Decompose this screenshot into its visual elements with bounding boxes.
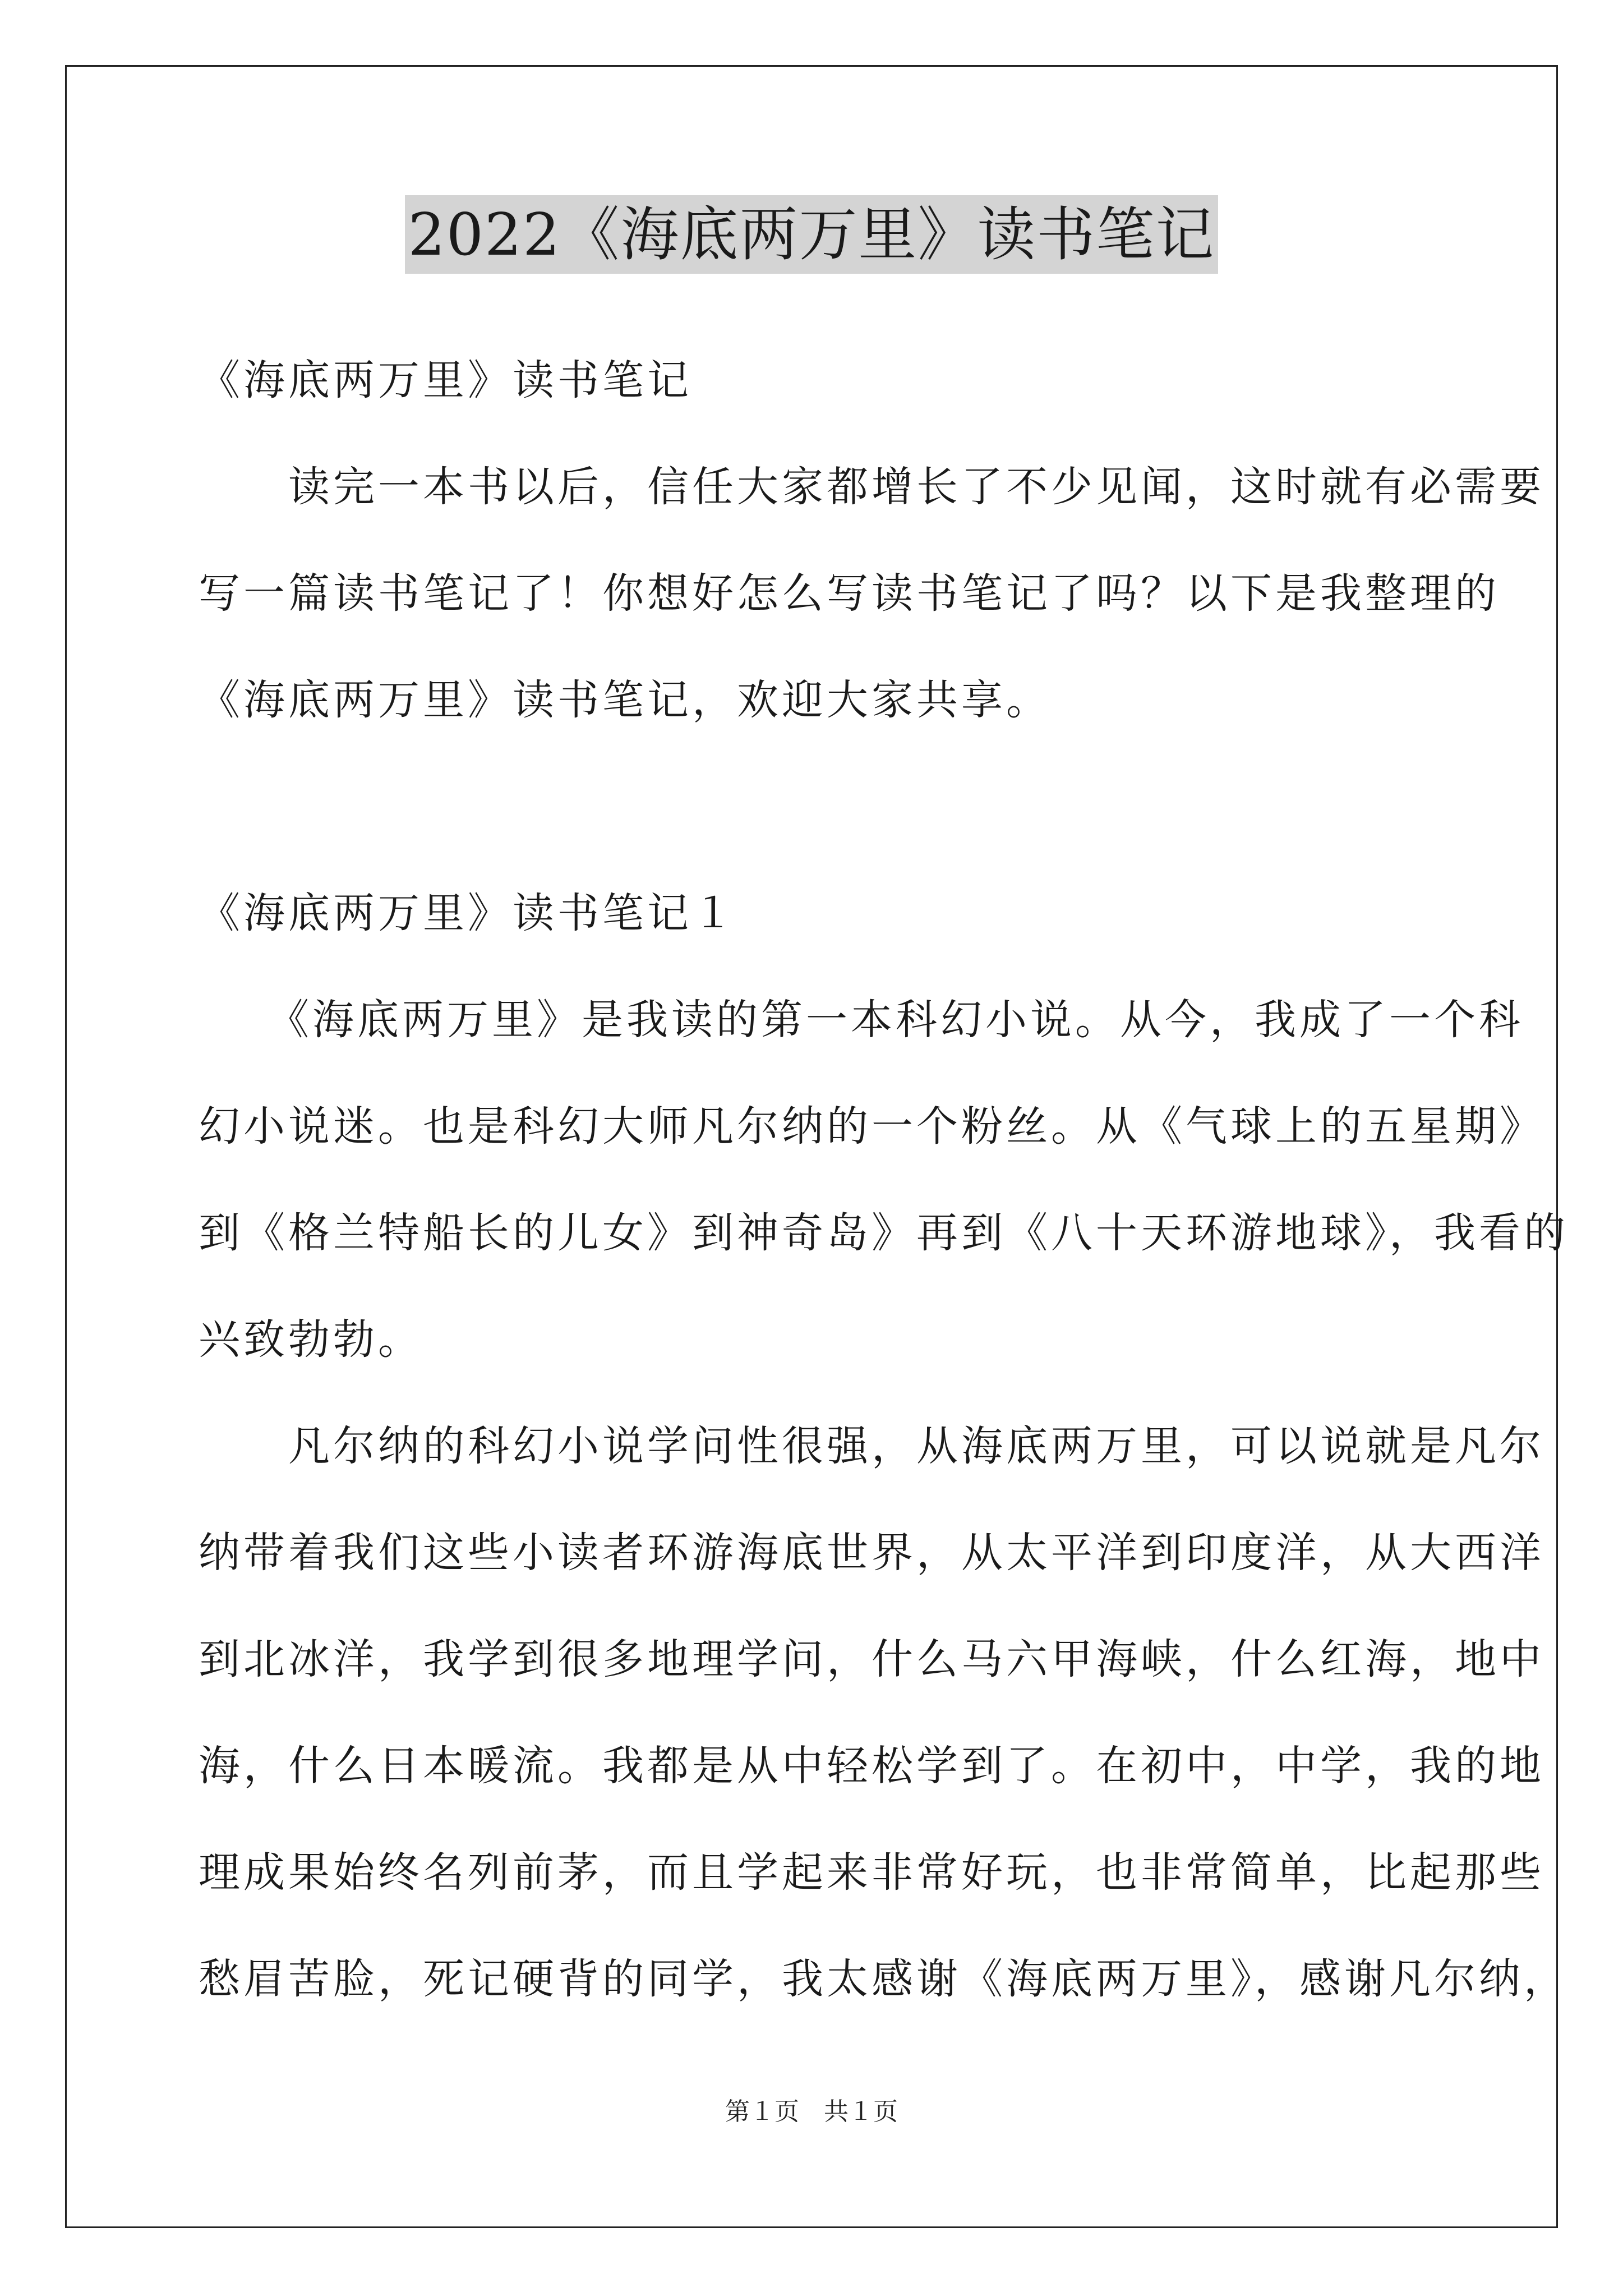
text-line: 幻小说迷。也是科幻大师凡尔纳的一个粉丝。从《气球上的五星期》	[199, 1102, 1544, 1151]
text-line: 兴致勃勃。	[199, 1315, 423, 1364]
text-line: 到北冰洋，我学到很多地理学问，什么马六甲海峡，什么红海，地中	[199, 1635, 1544, 1683]
text-line: 纳带着我们这些小读者环游海底世界，从太平洋到印度洋，从大西洋	[199, 1529, 1544, 1577]
text-line: 《海底两万里》是我读的第一本科幻小说。从今，我成了一个科	[199, 996, 1524, 1044]
text-line: 到《格兰特船长的儿女》到神奇岛》再到《八十天环游地球》，我看的	[199, 1209, 1569, 1257]
text-line: 读完一本书以后，信任大家都增长了不少见闻，这时就有必需要	[199, 463, 1544, 511]
text-line: 《海底两万里》读书笔记，欢迎大家共享。	[199, 676, 1051, 724]
subtitle-line: 《海底两万里》读书笔记	[199, 356, 692, 404]
section-heading: 《海底两万里》读书笔记１	[199, 889, 737, 937]
text-line: 凡尔纳的科幻小说学问性很强，从海底两万里，可以说就是凡尔	[199, 1422, 1544, 1470]
text-line: 理成果始终名列前茅，而且学起来非常好玩，也非常简单，比起那些	[199, 1848, 1544, 1897]
text-line: 愁眉苦脸，死记硬背的同学，我太感谢《海底两万里》，感谢凡尔纳，	[199, 1955, 1569, 2003]
page-footer: 第１页 共１页	[725, 2097, 898, 2126]
document-title: 2022《海底两万里》读书笔记	[405, 195, 1219, 274]
text-line: 写一篇读书笔记了！你想好怎么写读书笔记了吗？以下是我整理的	[199, 569, 1500, 618]
text-line: 海，什么日本暖流。我都是从中轻松学到了。在初中，中学，我的地	[199, 1742, 1544, 1790]
title-container	[0, 195, 1623, 274]
